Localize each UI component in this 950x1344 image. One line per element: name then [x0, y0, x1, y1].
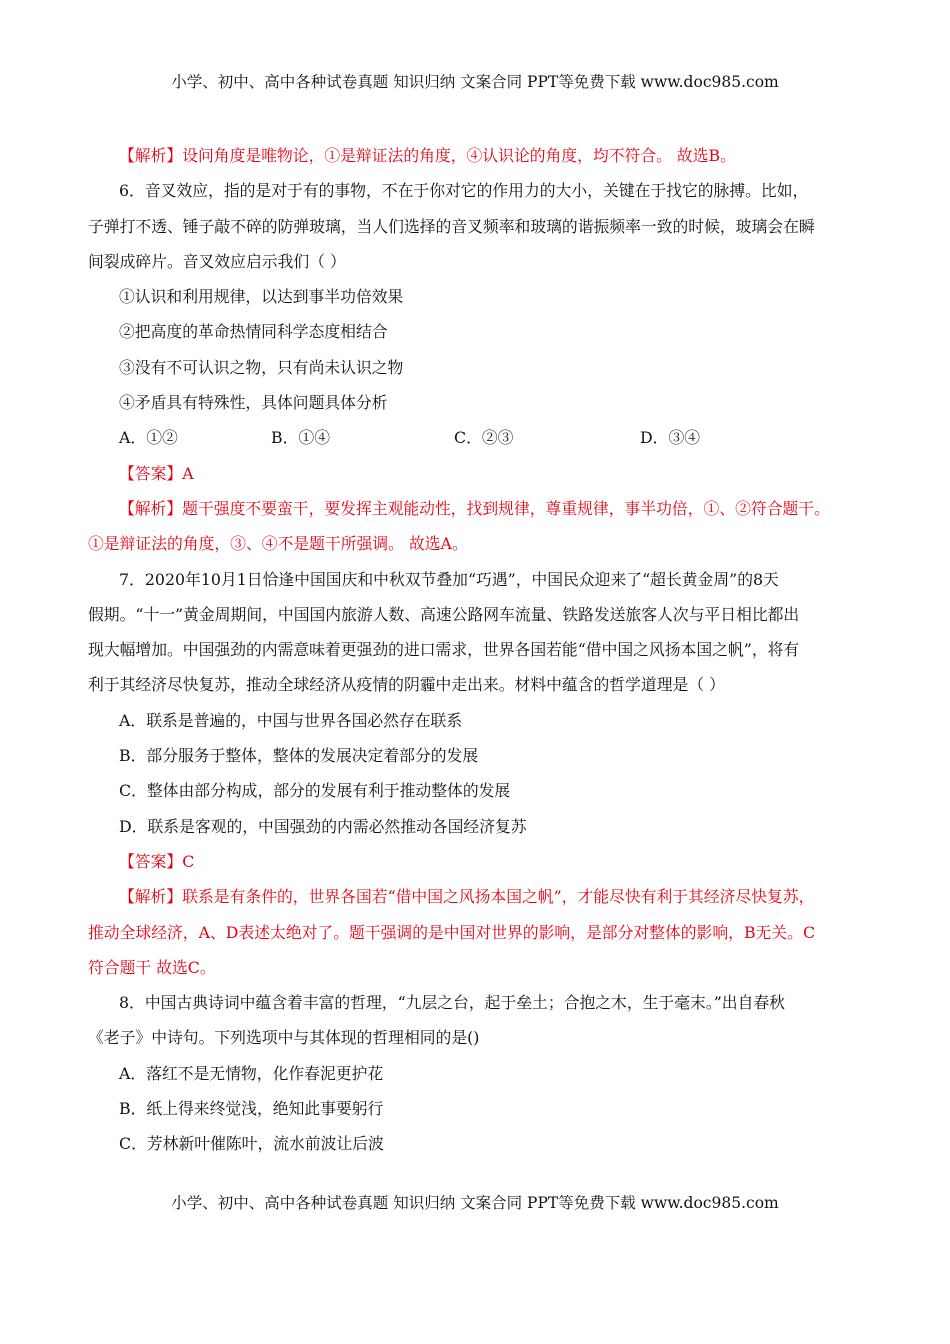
- q6-item-3: ③没有不可认识之物，只有尚未认识之物: [119, 357, 404, 377]
- q6-analysis-text-1: 题干强度不要蛮干，要发挥主观能动性，找到规律，尊重规律，事半功倍，①、②符合题干。: [182, 498, 830, 518]
- q6-option-b: B．①④: [271, 428, 330, 448]
- q7-stem-line-4: 利于其经济尽快复苏，推动全球经济从疫情的阴霾中走出来。材料中蕴含的哲学道理是（ ）: [88, 675, 725, 695]
- page-footer: 小学、初中、高中各种试卷真题 知识归纳 文案合同 PPT等免费下载 www.doc985.com: [171, 1194, 779, 1212]
- q7-analysis-text-1: 联系是有条件的，世界各国若“借中国之风扬本国之帆”，才能尽快有利于其经济尽快复苏，: [182, 887, 815, 907]
- q7-option-a: A．联系是普遍的，中国与世界各国必然存在联系: [119, 710, 463, 730]
- analysis-tag: 【解析】: [119, 498, 183, 518]
- q7-option-c: C．整体由部分构成，部分的发展有利于推动整体的发展: [119, 781, 511, 801]
- q6-option-d: D．③④: [640, 428, 701, 448]
- q6-item-4: ④矛盾具有特殊性，具体问题具体分析: [119, 393, 388, 413]
- q8-option-a: A．落红不是无情物，化作春泥更护花: [119, 1063, 384, 1083]
- q7-answer: [88, 844, 873, 879]
- q8-stem-line-2: 《老子》中诗句。下列选项中与其体现的哲理相同的是(): [88, 1028, 480, 1048]
- q7-option-b: B．部分服务于整体，整体的发展决定着部分的发展: [119, 746, 479, 766]
- analysis-tag: 【解析】: [119, 146, 183, 165]
- q5-analysis-text: 设问角度是唯物论，①是辩证法的角度，④认识论的角度，均不符合。 故选B。: [182, 146, 736, 165]
- analysis-tag: 【解析】: [119, 887, 183, 907]
- q6-answer: [88, 456, 873, 491]
- q6-item-2: ②把高度的革命热情同科学态度相结合: [119, 322, 388, 342]
- answer-tag: 【答案】: [119, 463, 183, 483]
- q6-analysis-line-1: [88, 491, 873, 526]
- q5-analysis: [88, 138, 873, 173]
- page-header: 小学、初中、高中各种试卷真题 知识归纳 文案合同 PPT等免费下载 www.doc985.com: [171, 73, 779, 91]
- q7-analysis-line-1: [88, 879, 873, 914]
- q7-stem-line-1: 7．2020年10月1日恰逢中国国庆和中秋双节叠加“巧遇”，中国民众迎来了“超长黄金周”的8天: [119, 569, 779, 589]
- q6-stem-line-1: 6．音叉效应，指的是对于有的事物，不在于你对它的作用力的大小，关键在于找它的脉搏。比如，: [119, 181, 809, 201]
- q7-option-d: D．联系是客观的，中国强劲的内需必然推动各国经济复苏: [119, 816, 527, 836]
- q6-options: [88, 420, 873, 455]
- q8-option-b: B．纸上得来终觉浅，绝知此事要躬行: [119, 1099, 384, 1119]
- document-body: [88, 138, 873, 1162]
- q6-answer-value: A: [182, 463, 194, 483]
- answer-tag: 【答案】: [119, 851, 183, 871]
- q6-option-a: A．①②: [119, 428, 178, 448]
- q7-stem-line-3: 现大幅增加。中国强劲的内需意味着更强劲的进口需求，世界各国若能“借中国之风扬本国之帆”，将有: [88, 640, 800, 660]
- q6-analysis-line-2: ①是辩证法的角度，③、④不是题干所强调。 故选A。: [88, 534, 468, 554]
- q8-option-c: C．芳林新叶催陈叶，流水前波让后波: [119, 1134, 384, 1154]
- q6-item-1: ①认识和利用规律，以达到事半功倍效果: [119, 287, 404, 307]
- q6-stem-line-2: 子弹打不透、锤子敲不碎的防弹玻璃，当人们选择的音叉频率和玻璃的谐振频率一致的时候，玻璃会在瞬: [88, 216, 815, 236]
- q7-analysis-line-2: 推动全球经济，A、D表述太绝对了。题干强调的是中国对世界的影响，是部分对整体的影响，B无关。C: [88, 922, 816, 942]
- q6-option-c: C．②③: [454, 428, 514, 448]
- q6-stem-line-3: 间裂成碎片。音叉效应启示我们（ ）: [88, 251, 346, 271]
- q7-stem-line-2: 假期。“十一”黄金周期间，中国国内旅游人数、高速公路网车流量、铁路发送旅客人次与平日相比都出: [88, 604, 800, 624]
- q8-stem-line-1: 8．中国古典诗词中蕴含着丰富的哲理，“九层之台，起于垒土；合抱之木，生于毫末。”出自春秋: [119, 993, 785, 1013]
- q7-analysis-line-3: 符合题干 故选C。: [88, 957, 216, 977]
- q7-answer-value: C: [182, 851, 195, 871]
